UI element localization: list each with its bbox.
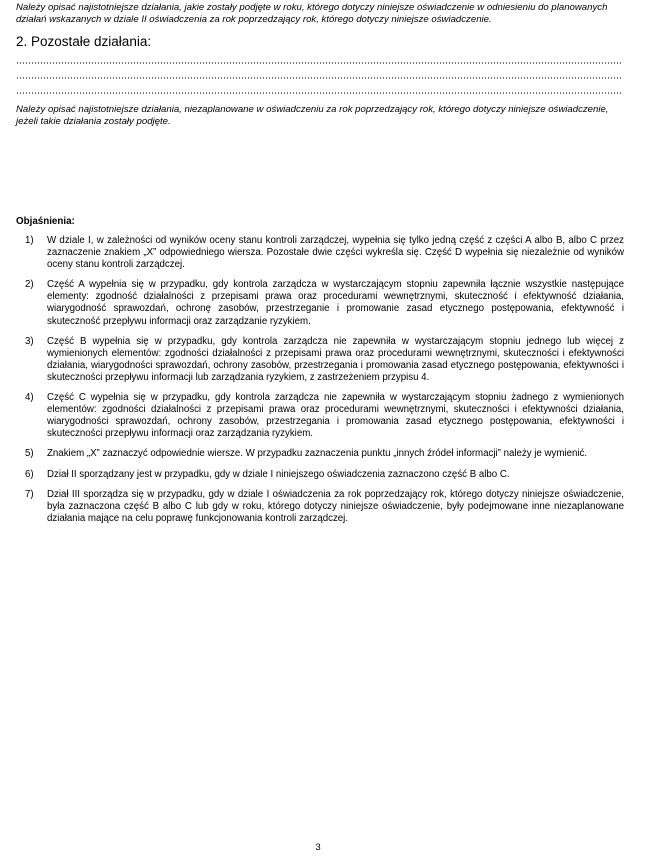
explanations-list — [16, 235, 624, 525]
explanation-item — [16, 336, 624, 384]
explanation-number: 4) — [25, 392, 34, 404]
explanation-text: Dział III sporządza się w przypadku, gdy w dziale I oświadczenia za rok poprzedzający rok, którego dotyczy niniejsze oświadczenie, była zaznaczona część B albo C lub gdy w roku, którego dotyczy niniejsze oświadczenie, były podejmowane inne niezaplanowane działania mające na celu poprawę funkcjonowania kontroli zarządczej. — [47, 488, 624, 524]
explanation-number: 2) — [25, 279, 34, 291]
explanation-number: 3) — [25, 335, 34, 347]
explanation-item — [16, 392, 624, 440]
explanation-number: 5) — [25, 448, 34, 460]
explanation-item — [16, 489, 624, 525]
explanation-item — [16, 235, 624, 271]
planned-actions-note: Należy opisać najistotniejsze działania, jakie zostały podjęte w roku, którego dotyczy niniejsze oświadczenie w odniesieniu do planowanych działań wskazanych w dziale II oświadczenia za rok poprzedzający rok, którego dotyczy niniejsze oświadczenie. — [16, 2, 608, 25]
explanation-item — [16, 448, 624, 460]
explanation-number: 1) — [25, 235, 34, 246]
explanation-text: Część B wypełnia się w przypadku, gdy kontrola zarządcza nie zapewniła w wystarczającym stopniu jednego lub więcej z wymienionych elementów: zgodności działalności z przepisami prawa oraz procedurami wewnętrznymi, skuteczności i efektywności działania, wiarygodności sprawozdań, ochrony zasobów, przestrzegania i promowania zasad etycznego postępowania, efektywności i skuteczności przepływu informacji lub zarządzania ryzykiem, z zastrzeżeniem przypisu 4. — [47, 335, 624, 383]
explanation-number: 7) — [25, 488, 34, 500]
explanations-heading: Objaśnienia: — [16, 216, 75, 227]
dotted-fill-line — [16, 92, 622, 94]
explanation-text: Dział II sporządzany jest w przypadku, gdy w dziale I niniejszego oświadczenia zaznaczono część B albo C. — [47, 468, 510, 480]
page-number: 3 — [315, 842, 321, 853]
section-2-heading: 2. Pozostałe działania: — [16, 34, 152, 49]
explanation-text: W dziale I, w zależności od wyników oceny stanu kontroli zarządczej, wypełnia się tylko jedną część z części A albo B, albo C przez zaznaczenie znakiem „X” odpowiedniego wiersza. Pozostałe dwie części wykreśla się. Część D wypełnia się niezależnie od wyników oceny stanu kontroli zarządczej. — [47, 235, 624, 271]
explanation-item — [16, 469, 624, 481]
unplanned-actions-note: Należy opisać najistotniejsze działania, niezaplanowane w oświadczeniu za rok poprzedzający rok, którego dotyczy niniejsze oświadczenie, jeżeli takie działania zostały podjęte. — [16, 104, 609, 127]
explanation-text: Część C wypełnia się w przypadku, gdy kontrola zarządcza nie zapewniła w wystarczającym stopniu żadnego z wymienionych elementów: zgodności działalności z przepisami prawa oraz procedurami wewnętrznymi, skuteczności i efektywności działania, wiarygodności sprawozdań, ochrony zasobów, przestrzegania i promowania zasad etycznego postępowania, efektywności i skuteczności przepływu informacji oraz zarządzania ryzykiem. — [47, 392, 624, 440]
dotted-fill-line — [16, 77, 622, 79]
explanation-text: Znakiem „X” zaznaczyć odpowiednie wiersze. W przypadku zaznaczenia punktu „innych źródeł informacji” należy je wymienić. — [47, 448, 588, 460]
dotted-fill-line — [16, 62, 622, 64]
explanation-text: Część A wypełnia się w przypadku, gdy kontrola zarządcza w wystarczającym stopniu zapewniła łącznie wszystkie następujące elementy: zgodność działalności z przepisami prawa oraz procedurami wewnętrznymi, skuteczność i efektywność działania, wiarygodność sprawozdań, ochronę zasobów, przestrzeganie i promowanie zasad etycznego postępowania, efektywność i skuteczność przepływu informacji oraz zarządzanie ryzykiem. — [47, 279, 624, 327]
explanation-item — [16, 279, 624, 327]
explanation-number: 6) — [25, 468, 34, 480]
